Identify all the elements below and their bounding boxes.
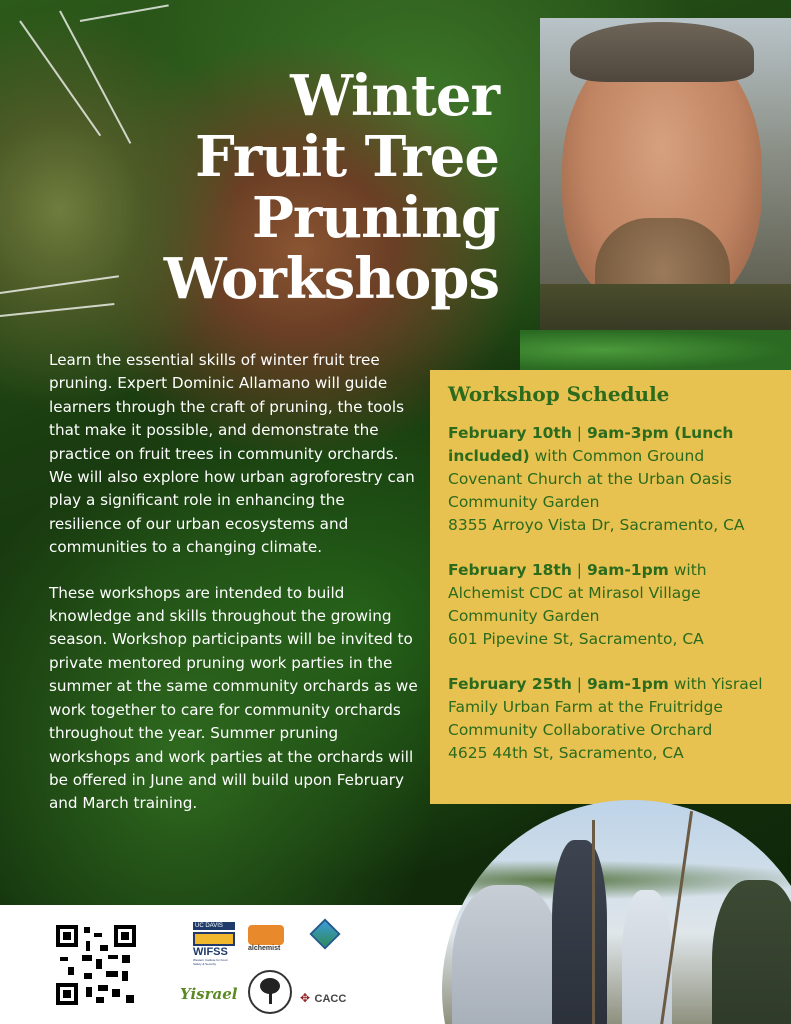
cacc-label: CACC [314,993,347,1005]
cacc-emblem-icon: ✥ [300,991,311,1005]
event-date: February 10th [448,424,572,442]
cacc-logo [300,989,360,1009]
tree-logo [248,970,292,1014]
foliage-decoration [520,330,791,370]
event-time: 9am-1pm [586,561,669,579]
participant-figure [452,885,562,1024]
leaf-line-decoration [0,275,119,294]
title-line-1: Winter [290,63,499,129]
ucdavis-label: UC DAVIS [193,922,235,930]
intro-paragraph-2: These workshops are intended to build knowledge and skills throughout the growing season. Workshop participants will be invited to private mentored pruning work parties in the summer at the same community orchards as we work together to care for community orchards throughout the year. Summer pruning workshops and work parties at the orchards will be offered in June and will build upon February and March training. [49,583,418,813]
diamond-logo [310,919,340,949]
yisrael-label: Yisrael [180,985,238,1003]
leaf-line-decoration [19,20,101,136]
title-line-3: Pruning [251,185,499,251]
event-time: 9am-1pm [586,675,669,693]
event-separator: | [571,424,587,442]
title-line-2: Fruit Tree [195,124,499,190]
leaf-line-decoration [80,4,169,22]
instructor-photo [540,18,791,354]
schedule-event [448,673,781,765]
title-line-4: Workshops [163,246,499,312]
event-date: February 18th [448,561,572,579]
event-separator: | [571,675,587,693]
schedule-event [448,559,781,651]
leaf-line-decoration [0,303,114,317]
leaf-line-decoration [59,11,131,144]
event-host: with Alchemist CDC at Mirasol Village Community Garden [448,561,707,625]
event-address: 601 Pipevine St, Sacramento, CA [448,630,704,648]
event-date: February 25th [448,675,572,693]
alchemist-logo [248,925,284,955]
event-address: 4625 44th St, Sacramento, CA [448,744,684,762]
intro-text [49,349,419,838]
event-separator: | [571,561,587,579]
event-address: 8355 Arroyo Vista Dr, Sacramento, CA [448,516,745,534]
schedule-heading: Workshop Schedule [448,382,670,406]
instructor-hair [570,22,754,82]
wifss-subtitle: Western Institute for Food Safety & Security [193,958,228,966]
event-time: 9am-3pm (Lunch included) [448,424,734,465]
workshop-photo [442,800,791,1024]
wifss-logo [193,922,235,972]
qr-code[interactable] [56,925,136,1005]
participant-figure [552,840,607,1024]
workshop-schedule [430,370,791,804]
intro-paragraph-1: Learn the essential skills of winter fruit tree pruning. Expert Dominic Allamano will guide learners through the craft of pruning, the tools that make it possible, and demonstrate the practice on fruit trees in community orchards. We will also explore how urban agroforestry can play a significant role in enhancing the resilience of our urban ecosystems and communities to a changing climate. [49,351,415,557]
yisrael-logo [180,985,240,1009]
schedule-event [448,422,781,537]
wifss-label: WIFSS [193,946,228,958]
event-host: with Common Ground Covenant Church at the Urban Oasis Community Garden [448,447,732,511]
participant-figure [712,880,791,1024]
page-title [163,63,499,312]
alchemist-label: alchemist [248,945,281,952]
event-host: with Yisrael Family Urban Farm at the Fruitridge Community Collaborative Orchard [448,675,763,739]
